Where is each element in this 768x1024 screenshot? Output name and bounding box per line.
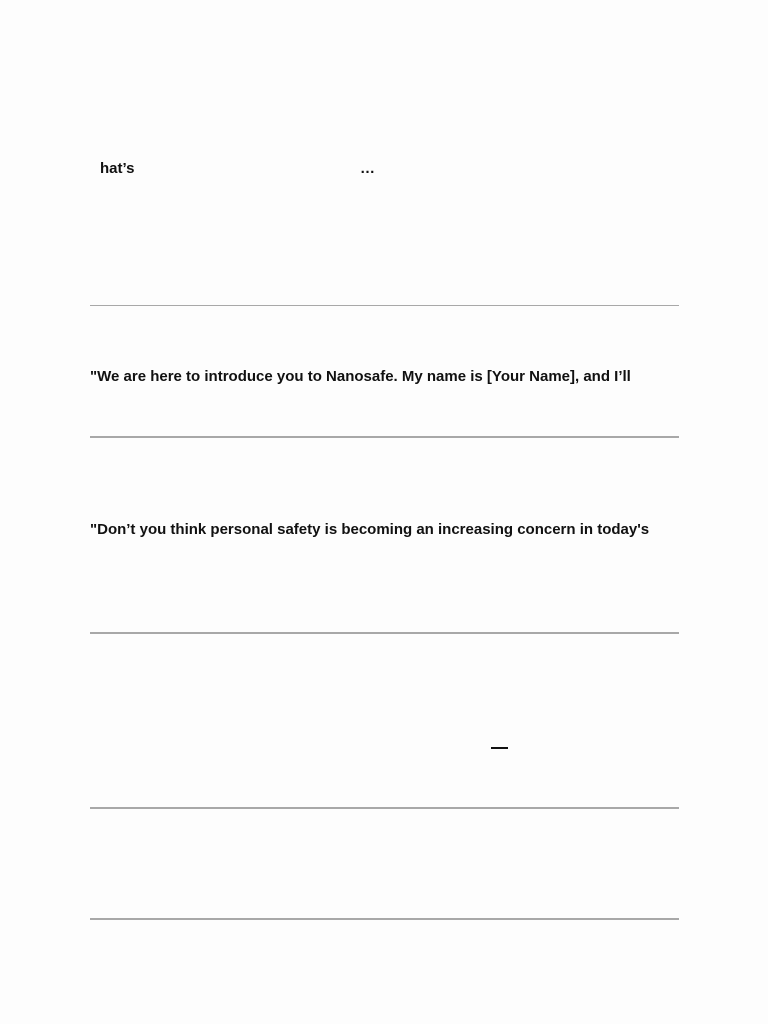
text-line-safety: "Don’t you think personal safety is becoming an increasing concern in today's	[90, 521, 650, 538]
divider-2	[90, 436, 679, 438]
divider-1	[90, 305, 679, 306]
text-fragment-hats: hat’s	[100, 160, 135, 177]
text-line-introduce: "We are here to introduce you to Nanosafe. My name is [Your Name], and I’ll	[90, 368, 631, 385]
text-fragment-ellipsis: …	[360, 160, 375, 177]
divider-3	[90, 632, 679, 634]
dash-mark	[491, 747, 508, 749]
divider-5	[90, 918, 679, 920]
divider-4	[90, 807, 679, 809]
